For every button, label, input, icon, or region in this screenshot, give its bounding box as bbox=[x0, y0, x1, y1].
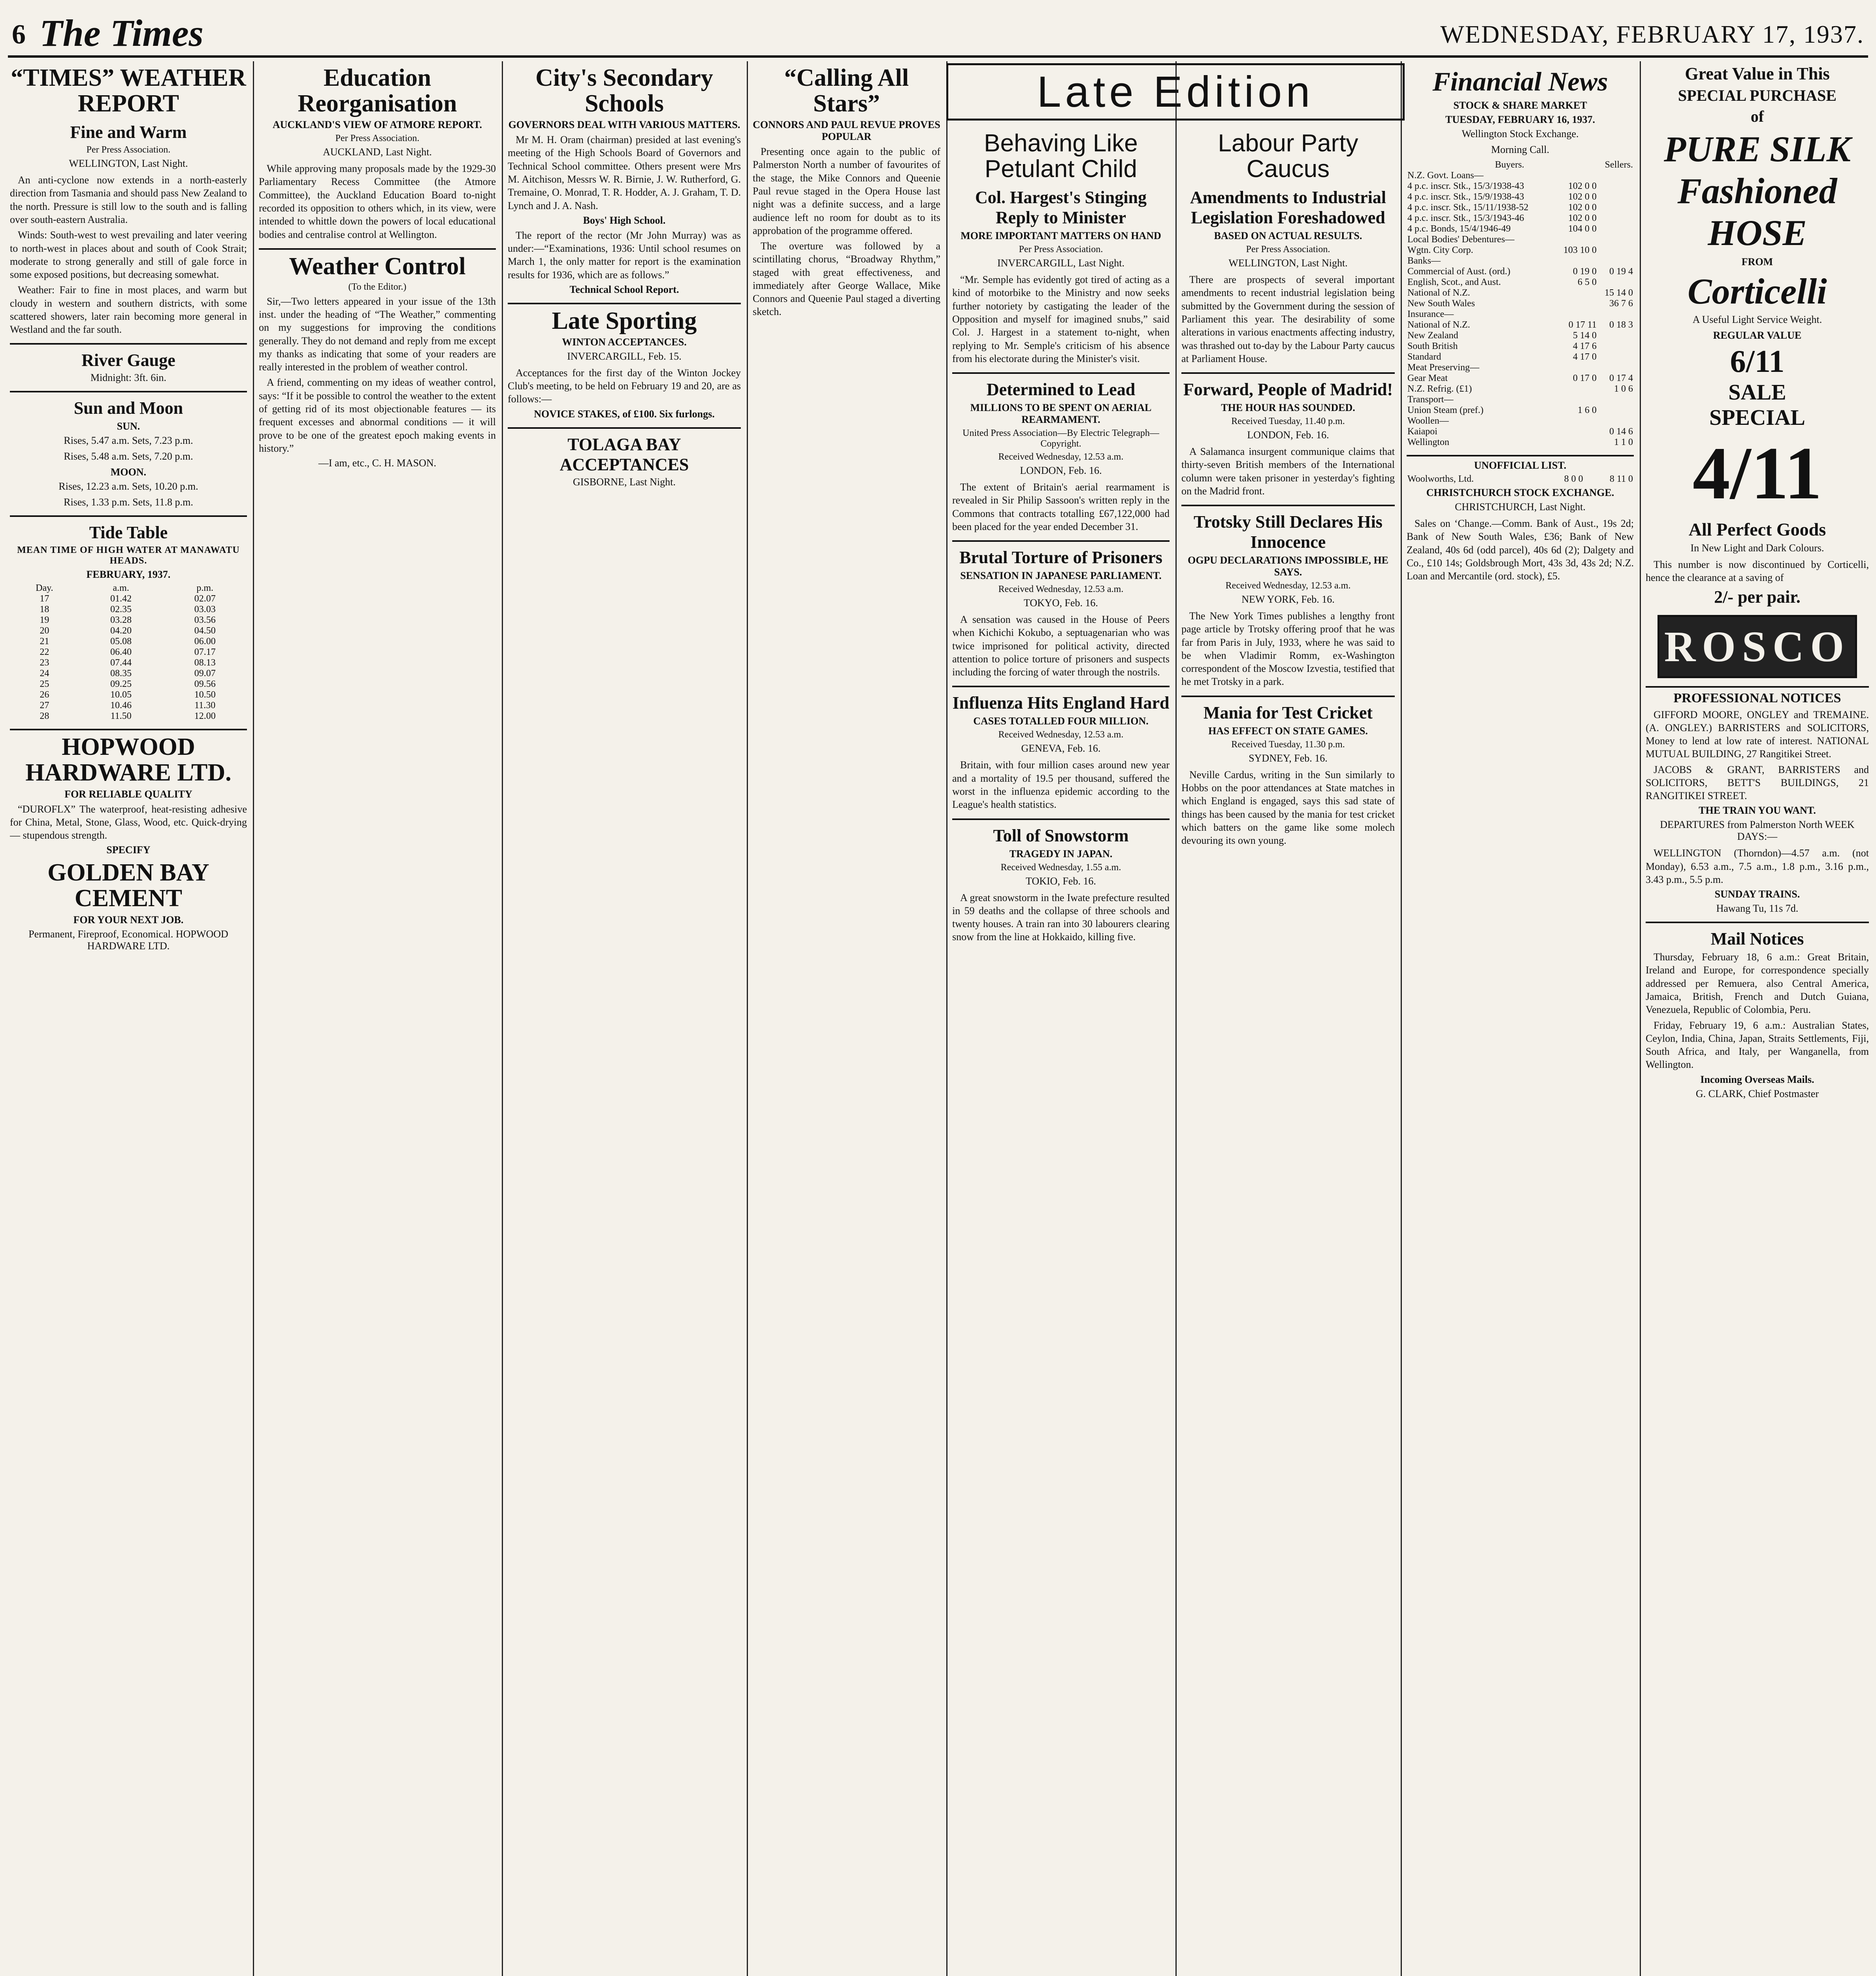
table-row bbox=[1407, 352, 1634, 362]
education-byline: Per Press Association. bbox=[335, 133, 420, 144]
hose-line4: PURE SILK bbox=[1664, 129, 1851, 169]
stock-price: 1 1 0 bbox=[1614, 437, 1633, 447]
stock-price: 102 0 0 bbox=[1568, 213, 1597, 223]
stock-price bbox=[1597, 309, 1634, 320]
stock-price bbox=[1555, 298, 1597, 309]
stock-price: 0 18 3 bbox=[1609, 320, 1633, 330]
stock-price bbox=[1555, 256, 1597, 266]
education-body: While approving many proposals made by the 1929-30 Parliamentary Recess Committee (the Atmore Committee), the Auckland Education Board to-night recorded its opposition to others which, in its view, were intended to whittle down the powers of local educational bodies and centralise control at Wellington. bbox=[259, 163, 496, 240]
trotsky-subtitle: OGPU DECLARATIONS IMPOSSIBLE, HE SAYS. bbox=[1187, 554, 1389, 578]
stock-price: 0 14 6 bbox=[1609, 426, 1633, 437]
stock-price bbox=[1555, 416, 1597, 426]
trotsky-title: Trotsky Still Declares His Innocence bbox=[1194, 512, 1383, 552]
stock-price: 0 17 11 bbox=[1568, 320, 1597, 330]
hose-line3: of bbox=[1750, 107, 1764, 125]
moon-tomorrow: Rises, 1.33 p.m. Sets, 11.8 p.m. bbox=[64, 496, 193, 508]
stock-price: 36 7 6 bbox=[1609, 298, 1633, 309]
stock-price: 0 17 4 bbox=[1609, 373, 1633, 383]
stock-price bbox=[1597, 234, 1634, 245]
financial-exchange: Wellington Stock Exchange. bbox=[1462, 128, 1579, 140]
determined-received: Received Wednesday, 12.53 a.m. bbox=[998, 452, 1124, 462]
hose-line1: Great Value in This bbox=[1685, 64, 1830, 83]
hose-line7: FROM bbox=[1741, 256, 1773, 268]
weather-body: An anti-cyclone now extends in a north-easterly direction from Tasmania and should pass New Zealand to the north. Pressure is still low to the south and is falling over south-eastern Australia. bbox=[10, 174, 247, 225]
hose-price: 4/11 bbox=[1692, 432, 1822, 515]
hose-regular-price: 6/11 bbox=[1730, 344, 1785, 379]
determined-subtitle: MILLIONS TO BE SPENT ON AERIAL REARMAMENT. bbox=[970, 402, 1152, 426]
financial-subtitle: STOCK & SHARE MARKET bbox=[1453, 100, 1587, 111]
financial-date: TUESDAY, FEBRUARY 16, 1937. bbox=[1445, 114, 1595, 125]
masthead bbox=[8, 8, 1868, 58]
weather-byline: Per Press Association. bbox=[86, 145, 171, 155]
behaving-body: “Mr. Semple has evidently got tired of acting as a kind of motorbike to the Ministry and now seeks further notoriety by castigating the leader of the Opposition and myself for imagined snubs,” said Col. J. Hargest in a statement to-night, when replying to Mr. Semple's criticism of his absence from his electorate during the Minister's visit. bbox=[952, 274, 1170, 364]
hopwood-next-job: FOR YOUR NEXT JOB. bbox=[73, 914, 184, 926]
hose-sale: SALE bbox=[1728, 380, 1786, 405]
schools-title: City's Secondary Schools bbox=[535, 64, 713, 117]
sun-tomorrow: Rises, 5.48 a.m. Sets, 7.20 p.m. bbox=[64, 451, 193, 462]
stock-name: New South Wales bbox=[1407, 298, 1475, 309]
madrid-subtitle: THE HOUR HAS SOUNDED. bbox=[1221, 402, 1355, 414]
unofficial-table bbox=[1407, 474, 1634, 485]
stock-price: 0 17 0 bbox=[1573, 373, 1597, 383]
stock-price: 0 19 4 bbox=[1609, 266, 1633, 277]
influenza-body: Britain, with four million cases around new year and a mortality of 19.5 per thousand, suffered the worst in the influenza epidemic according to the League's health statistics. bbox=[952, 759, 1170, 811]
stock-name: English, Scot., and Aust. bbox=[1407, 277, 1501, 287]
table-row: 26 10.05 10.50 bbox=[40, 690, 216, 700]
brutal-received: Received Wednesday, 12.53 a.m. bbox=[998, 584, 1124, 595]
weather-headline: Fine and Warm bbox=[70, 123, 187, 142]
determined-byline: United Press Association—By Electric Telegraph—Copyright. bbox=[962, 428, 1159, 449]
trotsky-received: Received Wednesday, 12.53 a.m. bbox=[1225, 581, 1351, 591]
table-row bbox=[1407, 320, 1634, 330]
christchurch-body: Sales on ‘Change.—Comm. Bank of Aust., 19s 2d; Bank of New South Wales, £36; Bank of New Zealand, 40s 6d (odd parcel), 40s 6d (2); Dalgety and Co., £10 14s; Goldsbrough Mort, 43s 3d, 43s 2d; N.Z. Loan and Mercantile (ord. stock), £5. bbox=[1407, 518, 1634, 582]
table-row: 28 11.50 12.00 bbox=[40, 711, 216, 722]
column-weather bbox=[10, 61, 247, 1976]
stock-price bbox=[1555, 234, 1597, 245]
stock-price bbox=[1555, 384, 1597, 394]
table-row bbox=[1407, 405, 1634, 416]
sun-label: SUN. bbox=[117, 420, 140, 432]
stock-name: Woollen— bbox=[1407, 416, 1449, 426]
influenza-subtitle: CASES TOTALLED FOUR MILLION. bbox=[973, 715, 1149, 727]
tide-header: Day. bbox=[36, 583, 53, 594]
brutal-subtitle: SENSATION IN JAPANESE PARLIAMENT. bbox=[960, 570, 1162, 582]
table-row: 22 06.40 07.17 bbox=[40, 647, 216, 658]
stock-price bbox=[1597, 213, 1634, 224]
education-subtitle: AUCKLAND'S VIEW OF ATMORE REPORT. bbox=[273, 119, 482, 131]
stock-price: 104 0 0 bbox=[1568, 224, 1597, 234]
stock-price bbox=[1555, 309, 1597, 320]
mail-title: Mail Notices bbox=[1710, 929, 1804, 949]
tolaga-title: TOLAGA BAY ACCEPTANCES bbox=[559, 434, 689, 474]
sunday-trains: SUNDAY TRAINS. bbox=[1714, 888, 1800, 900]
table-row bbox=[1407, 426, 1634, 437]
weather-winds: Winds: South-west to west prevailing and later veering to north-west in places about and south of Cook Strait; moderate to strong generally and still of gale force in some exposed positions, but decreasing somewhat. bbox=[10, 229, 247, 281]
influenza-title: Influenza Hits England Hard bbox=[952, 693, 1170, 713]
stock-price: 0 19 0 bbox=[1573, 266, 1597, 277]
table-row: 25 09.25 09.56 bbox=[40, 679, 216, 690]
tide-header: a.m. bbox=[113, 583, 129, 594]
stock-name: N.Z. Refrig. (£1) bbox=[1407, 384, 1472, 394]
financial-title: Financial News bbox=[1432, 66, 1608, 96]
stock-name: National of N.Z. bbox=[1407, 320, 1470, 330]
weather-title: “TIMES” WEATHER REPORT bbox=[11, 64, 246, 117]
hose-ad bbox=[1646, 64, 1869, 678]
late-sporting-race: NOVICE STAKES, of £100. Six furlongs. bbox=[534, 408, 715, 420]
trotsky-body: The New York Times publishes a lengthy front page article by Trotsky offering proof that he was far from Paris in July, 1933, where he was said to be when Vladimir Romm, ex-Washington correspondent of the Moscow Izvestia, testified that he met Trotsky in a park. bbox=[1181, 610, 1395, 688]
table-row: 23 07.44 08.13 bbox=[40, 658, 216, 668]
labour-subtitle: BASED ON ACTUAL RESULTS. bbox=[1214, 230, 1362, 242]
hose-line2: SPECIAL PURCHASE bbox=[1678, 87, 1837, 104]
labour-headline: Amendments to Industrial Legislation Foreshadowed bbox=[1190, 188, 1386, 228]
column-financial bbox=[1407, 61, 1634, 1976]
table-row: 18 02.35 03.03 bbox=[40, 604, 216, 615]
hopwood-footer: Permanent, Fireproof, Economical. HOPWOOD HARDWARE LTD. bbox=[28, 928, 228, 952]
stock-price bbox=[1555, 170, 1597, 181]
hopwood-slogan: FOR RELIABLE QUALITY bbox=[64, 788, 192, 800]
stock-price bbox=[1597, 352, 1634, 362]
table-row bbox=[1407, 437, 1634, 448]
stock-price: 5 14 0 bbox=[1573, 330, 1597, 341]
table-row bbox=[1407, 256, 1634, 266]
stock-price bbox=[1597, 362, 1634, 373]
tolaga-location: GISBORNE, Last Night. bbox=[573, 476, 676, 488]
late-sporting-title: Late Sporting bbox=[552, 307, 697, 334]
madrid-location: LONDON, Feb. 16. bbox=[1247, 429, 1329, 441]
table-row bbox=[1407, 288, 1634, 298]
snowstorm-body: A great snowstorm in the Iwate prefecture resulted in 59 deaths and the collapse of three schools and twenty houses. A train ran into 30 labourers clearing snow from the line at Hokkaido, killing five. bbox=[952, 892, 1170, 943]
stars-subtitle: CONNORS AND PAUL REVUE PROVES POPULAR bbox=[753, 119, 940, 143]
late-sporting-body: Acceptances for the first day of the Winton Jockey Club's meeting, to be held on February 19 and 20, are as follows:— bbox=[508, 367, 741, 405]
late-edition-banner: Late Edition bbox=[946, 63, 1405, 121]
stock-price bbox=[1597, 416, 1634, 426]
stock-price: 15 14 0 bbox=[1605, 288, 1633, 298]
table-row bbox=[1407, 384, 1634, 394]
newspaper-name: The Times bbox=[40, 12, 204, 54]
moon-today: Rises, 12.23 a.m. Sets, 10.20 p.m. bbox=[58, 481, 198, 492]
hose-line5: Fashioned bbox=[1677, 171, 1837, 211]
education-location: AUCKLAND, Last Night. bbox=[323, 146, 432, 158]
train-body: WELLINGTON (Thorndon)—4.57 a.m. (not Monday), 6.53 a.m., 7.5 a.m., 1.8 p.m., 3.16 p.m., 3.43 p.m., 5.5 p.m. bbox=[1646, 847, 1869, 885]
hose-line6: HOSE bbox=[1708, 213, 1807, 253]
stock-name: Insurance— bbox=[1407, 309, 1454, 319]
tide-table-subtitle: MEAN TIME OF HIGH WATER AT MANAWATU HEADS. bbox=[17, 545, 240, 566]
weather-control-signature: —I am, etc., C. H. MASON. bbox=[318, 457, 437, 469]
table-row bbox=[1407, 245, 1634, 256]
snowstorm-received: Received Wednesday, 1.55 a.m. bbox=[1000, 862, 1121, 873]
river-gauge-reading: Midnight: 3ft. 6in. bbox=[90, 372, 167, 384]
hose-line9: A Useful Light Service Weight. bbox=[1692, 314, 1822, 325]
stars-body2: The overture was followed by a scintillating chorus, “Broadway Rhythm,” staged with great effectiveness, and immediately after George Wallace, Mike Connors and Queenie Paul staged a diverting sketch. bbox=[753, 240, 940, 318]
table-row bbox=[1407, 170, 1634, 181]
stock-price bbox=[1597, 245, 1634, 256]
table-row bbox=[1407, 298, 1634, 309]
schools-section2: Technical School Report. bbox=[569, 283, 679, 295]
table-row bbox=[1407, 330, 1634, 341]
late-sporting-location: INVERCARGILL, Feb. 15. bbox=[567, 350, 682, 362]
stock-price: 1 0 6 bbox=[1614, 384, 1633, 394]
labour-title: Labour Party Caucus bbox=[1218, 130, 1358, 183]
tide-header: p.m. bbox=[196, 583, 214, 594]
stock-name: N.Z. Govt. Loans— bbox=[1407, 170, 1484, 181]
brutal-body: A sensation was caused in the House of Peers when Kichichi Kokubo, a septuagenarian who was twice imprisoned for political activity, directed attention to police torture of prisoners and suspects including the forcing of water through the nostrils. bbox=[952, 614, 1170, 678]
stock-price bbox=[1597, 394, 1634, 405]
stock-rows bbox=[1407, 170, 1634, 448]
madrid-received: Received Tuesday, 11.40 p.m. bbox=[1231, 416, 1345, 427]
hose-goods-sub: In New Light and Dark Colours. bbox=[1690, 542, 1824, 554]
stock-price bbox=[1597, 405, 1634, 416]
cricket-body: Neville Cardus, writing in the Sun similarly to Hobbs on the poor attendances at State matches in which England is engaged, says this sad state of things has been caused by the mania for test cricket which batters on the game like some molech devouring its own young. bbox=[1181, 769, 1395, 847]
stock-price: 4 17 6 bbox=[1573, 341, 1597, 351]
education-title: Education Reorganisation bbox=[298, 64, 457, 117]
table-row bbox=[1407, 277, 1634, 288]
table-row: 19 03.28 03.56 bbox=[40, 615, 216, 626]
christchurch-location: CHRISTCHURCH, Last Night. bbox=[1455, 501, 1586, 513]
late-sporting-subtitle: WINTON ACCEPTANCES. bbox=[562, 336, 687, 348]
weather-control-body: Sir,—Two letters appeared in your issue of the 13th inst. under the heading of “The Weather,” commenting on my suggestions for improving the conditions generally. They do not demand and reply from me except my thanks as indicating that some of your readers are really interested in the problem of weather control. bbox=[259, 295, 496, 373]
stock-name: National of N.Z. bbox=[1407, 288, 1470, 298]
stock-name: Standard bbox=[1407, 352, 1441, 362]
stock-name: 4 p.c. inscr. Stk., 15/11/1938-52 bbox=[1407, 202, 1529, 213]
column-labour bbox=[1181, 126, 1395, 1976]
stock-price bbox=[1597, 330, 1634, 341]
stock-price bbox=[1597, 224, 1634, 234]
stock-price bbox=[1555, 437, 1597, 448]
labour-location: WELLINGTON, Last Night. bbox=[1228, 257, 1348, 269]
sun-moon-title: Sun and Moon bbox=[73, 398, 183, 418]
stock-name: Wgtn. City Corp. bbox=[1407, 245, 1473, 255]
tide-table bbox=[10, 583, 247, 722]
weather-location: WELLINGTON, Last Night. bbox=[69, 158, 188, 170]
stock-name: Union Steam (pref.) bbox=[1407, 405, 1484, 415]
stock-name: Transport— bbox=[1407, 394, 1454, 405]
river-gauge-title: River Gauge bbox=[81, 351, 175, 370]
table-row bbox=[1407, 192, 1634, 202]
cricket-title: Mania for Test Cricket bbox=[1203, 703, 1373, 722]
issue-date: WEDNESDAY, FEBRUARY 17, 1937. bbox=[1440, 20, 1864, 48]
table-row bbox=[1407, 202, 1634, 213]
stock-name: Local Bodies' Debentures— bbox=[1407, 234, 1514, 245]
stock-price: 102 0 0 bbox=[1568, 181, 1597, 191]
influenza-received: Received Wednesday, 12.53 a.m. bbox=[998, 730, 1124, 740]
stock-price bbox=[1597, 181, 1634, 192]
notice-2: JACOBS & GRANT, BARRISTERS and SOLICITORS, BETT'S BUILDINGS, 21 RANGITIKEI STREET. bbox=[1646, 764, 1869, 802]
column-education bbox=[259, 61, 496, 1976]
stock-header bbox=[1407, 160, 1413, 170]
behaving-subtitle: MORE IMPORTANT MATTERS ON HAND bbox=[961, 230, 1161, 242]
brutal-location: TOKYO, Feb. 16. bbox=[1023, 597, 1098, 609]
behaving-title: Behaving Like Petulant Child bbox=[984, 130, 1138, 183]
unofficial-title: UNOFFICIAL LIST. bbox=[1474, 460, 1567, 471]
table-row bbox=[1407, 234, 1634, 245]
christchurch-title: CHRISTCHURCH STOCK EXCHANGE. bbox=[1426, 487, 1614, 498]
determined-location: LONDON, Feb. 16. bbox=[1020, 465, 1102, 477]
table-row bbox=[1407, 224, 1634, 234]
table-row bbox=[1407, 394, 1634, 405]
schools-section: Boys' High School. bbox=[583, 214, 666, 226]
hopwood-name: HOPWOOD HARDWARE LTD. bbox=[25, 733, 232, 786]
hose-special: SPECIAL bbox=[1709, 405, 1805, 430]
stock-price bbox=[1597, 277, 1634, 288]
stock-price: 103 10 0 bbox=[1563, 245, 1597, 255]
behaving-byline: Per Press Association. bbox=[1019, 244, 1103, 255]
stock-price: 1 6 0 bbox=[1577, 405, 1597, 415]
stock-name: Commercial of Aust. (ord.) bbox=[1407, 266, 1511, 277]
notices-title: PROFESSIONAL NOTICES bbox=[1673, 690, 1841, 705]
stock-table bbox=[1407, 160, 1634, 170]
madrid-body: A Salamanca insurgent communique claims that thirty-seven British members of the International column were taken prisoner in yesterday's fighting on the Madrid front. bbox=[1181, 446, 1395, 497]
stars-title: “Calling All Stars” bbox=[784, 64, 909, 117]
snowstorm-location: TOKIO, Feb. 16. bbox=[1026, 875, 1096, 887]
stock-price bbox=[1597, 341, 1634, 352]
table-row bbox=[1407, 416, 1634, 426]
snowstorm-title: Toll of Snowstorm bbox=[993, 826, 1129, 845]
mail-body2: Friday, February 19, 6 a.m.: Australian States, Ceylon, India, China, Japan, Straits Settlements, Fiji, South Africa, and Italy, per Wanganella, from Wellington. bbox=[1646, 1019, 1869, 1071]
hose-regular: REGULAR VALUE bbox=[1713, 330, 1802, 341]
stock-price: 102 0 0 bbox=[1568, 192, 1597, 202]
stock-price bbox=[1555, 394, 1597, 405]
stock-name: Wellington bbox=[1407, 437, 1450, 447]
hopwood-cement: GOLDEN BAY CEMENT bbox=[47, 859, 209, 912]
schools-body: Mr M. H. Oram (chairman) presided at last evening's meeting of the High Schools Board of Governors and Technical School committee. Others present were Mrs M. Aitchison, Messrs W. R. Birnie, J. W. Rutherford, G. Tremaine, O. Monrad, T. R. Hodder, A. J. Graham, T. D. Lynch and J. A. Nash. bbox=[508, 134, 741, 211]
sun-today: Rises, 5.47 a.m. Sets, 7.23 p.m. bbox=[64, 435, 193, 447]
table-row: 21 05.08 06.00 bbox=[40, 636, 216, 647]
behaving-location: INVERCARGILL, Last Night. bbox=[997, 257, 1125, 269]
table-row: 17 01.42 02.07 bbox=[40, 594, 216, 604]
stock-header: Sellers. bbox=[1605, 160, 1633, 170]
stock-price: 6 5 0 bbox=[1577, 277, 1597, 287]
weather-control-subtitle: (To the Editor.) bbox=[348, 281, 407, 292]
labour-body: There are prospects of several important amendments to recent industrial legislation being submitted by the Government during the session of Parliament this year. The desirability of some alterations in various enactments affecting industry, was thrashed out to-day by the Labour Party caucus at Parliament House. bbox=[1181, 274, 1395, 364]
column-ads bbox=[1646, 61, 1869, 1976]
stock-price bbox=[1597, 202, 1634, 213]
table-row bbox=[1407, 362, 1634, 373]
stock-name: Kaiapoi bbox=[1407, 426, 1437, 437]
table-row bbox=[1407, 181, 1634, 192]
cricket-location: SYDNEY, Feb. 16. bbox=[1249, 752, 1328, 764]
hopwood-specify: SPECIFY bbox=[106, 844, 151, 856]
table-row bbox=[1407, 309, 1634, 320]
determined-title: Determined to Lead bbox=[986, 380, 1136, 400]
table-row: 20 04.20 04.50 bbox=[40, 626, 216, 636]
stock-price bbox=[1597, 192, 1634, 202]
stock-name: New Zealand bbox=[1407, 330, 1458, 341]
stock-price: 102 0 0 bbox=[1568, 202, 1597, 213]
stock-price bbox=[1597, 170, 1634, 181]
rosco-logo: ROSCO bbox=[1658, 615, 1857, 678]
labour-byline: Per Press Association. bbox=[1246, 244, 1330, 255]
column-behaving bbox=[952, 126, 1170, 1976]
hawang: Hawang Tu, 11s 7d. bbox=[1716, 903, 1799, 914]
schools-body2: The report of the rector (Mr John Murray) was as under:—“Examinations, 1936: Until school resumes on March 1, the only matter for report is the examination results for 1936, which are as follows.” bbox=[508, 229, 741, 281]
train-title: THE TRAIN YOU WANT. bbox=[1699, 805, 1816, 816]
mail-body: Thursday, February 18, 6 a.m.: Great Britain, Ireland and Europe, for correspondence specially addressed per Remuera, also Central America, Jamaica, British, French and Dutch Guiana, Venezuela, Republic of Colombia, Peru. bbox=[1646, 951, 1869, 1016]
table-row bbox=[1407, 373, 1634, 384]
hopwood-body: “DUROFLX” The waterproof, heat-resisting adhesive for China, Metal, Stone, Glass, Wood, etc. Quick-drying — stupendous strength. bbox=[10, 803, 247, 841]
brutal-title: Brutal Torture of Prisoners bbox=[959, 548, 1162, 568]
madrid-title: Forward, People of Madrid! bbox=[1183, 380, 1393, 400]
stock-name: Meat Preserving— bbox=[1407, 362, 1479, 373]
table-row: Woolworths, Ltd. 8 0 0 8 11 0 bbox=[1407, 474, 1633, 484]
table-row bbox=[1407, 213, 1634, 224]
stock-name: 4 p.c. inscr. Stk., 15/3/1943-46 bbox=[1407, 213, 1524, 223]
mail-incoming: Incoming Overseas Mails. bbox=[1700, 1073, 1814, 1085]
hose-goods: All Perfect Goods bbox=[1688, 519, 1826, 539]
stock-price bbox=[1555, 362, 1597, 373]
weather-control-body2: A friend, commenting on my ideas of weather control, says: “If it be possible to control the weather to the extent of getting rid of its most objectionable features — its frequent excesses and abnormal conditions — it will prove to be one of the greatest epoch making events in history.” bbox=[259, 377, 496, 454]
stock-price bbox=[1555, 288, 1597, 298]
stock-name: 4 p.c. Bonds, 15/4/1946-49 bbox=[1407, 224, 1511, 234]
cricket-subtitle: HAS EFFECT ON STATE GAMES. bbox=[1208, 725, 1368, 737]
column-calling-all-stars bbox=[753, 61, 940, 1976]
behaving-headline: Col. Hargest's Stinging Reply to Minister bbox=[975, 188, 1147, 228]
stock-price: 4 17 0 bbox=[1573, 352, 1597, 362]
trotsky-location: NEW YORK, Feb. 16. bbox=[1241, 594, 1335, 605]
weather-control-title: Weather Control bbox=[289, 253, 466, 280]
stock-name: 4 p.c. inscr. Stk., 15/3/1938-43 bbox=[1407, 181, 1524, 191]
table-row bbox=[1407, 266, 1634, 277]
schools-subtitle: GOVERNORS DEAL WITH VARIOUS MATTERS. bbox=[508, 119, 740, 131]
stock-price bbox=[1597, 256, 1634, 266]
stock-name: 4 p.c. inscr. Stk., 15/9/1938-43 bbox=[1407, 192, 1524, 202]
notice-1: GIFFORD MOORE, ONGLEY and TREMAINE. (A. ONGLEY.) BARRISTERS and SOLICITORS, Money to lend at low rate of interest. NATIONAL MUTUAL BUILDING, 27 Rangitikei Street. bbox=[1646, 709, 1869, 760]
hose-line8: Corticelli bbox=[1688, 271, 1827, 311]
page-number: 6 bbox=[12, 19, 26, 50]
determined-body: The extent of Britain's aerial rearmament is revealed in Sir Philip Sassoon's written reply in the Commons that contracts totalling £67,122,000 had been placed for the year ended December 31. bbox=[952, 481, 1170, 532]
stars-body: Presenting once again to the public of Palmerston North a number of favourites of the stage, the Mike Connors and Queenie Paul revue staged in the Opera House last night was a definite success, and a large audience left no room for doubt as to its approbation of the programme offered. bbox=[753, 146, 940, 236]
hose-saving: 2/- per pair. bbox=[1714, 587, 1801, 607]
influenza-location: GENEVA, Feb. 16. bbox=[1021, 743, 1101, 754]
mail-signature: G. CLARK, Chief Postmaster bbox=[1695, 1088, 1819, 1099]
hose-note: This number is now discontinued by Corticelli, hence the clearance at a saving of bbox=[1646, 559, 1869, 584]
stock-name: Banks— bbox=[1407, 256, 1441, 266]
table-row: 24 08.35 09.07 bbox=[40, 668, 216, 679]
stock-price bbox=[1555, 426, 1597, 437]
cricket-received: Received Tuesday, 11.30 p.m. bbox=[1231, 739, 1345, 750]
table-row: 27 10.46 11.30 bbox=[40, 700, 216, 711]
stock-name: South British bbox=[1407, 341, 1458, 351]
column-schools bbox=[508, 61, 741, 1976]
stock-header: Buyers. bbox=[1495, 160, 1524, 170]
weather-forecast: Weather: Fair to fine in most places, and warm but cloudy in western and southern districts, with some scattered showers, later rain becoming more general in Westland and the far south. bbox=[10, 284, 247, 336]
table-row bbox=[1407, 341, 1634, 352]
stock-name: Gear Meat bbox=[1407, 373, 1448, 383]
moon-label: MOON. bbox=[110, 466, 147, 478]
tide-table-month: FEBRUARY, 1937. bbox=[86, 569, 171, 581]
train-subtitle: DEPARTURES from Palmerston North WEEK DAYS:— bbox=[1660, 819, 1855, 843]
snowstorm-subtitle: TRAGEDY IN JAPAN. bbox=[1009, 848, 1113, 860]
tide-table-title: Tide Table bbox=[89, 523, 168, 543]
financial-call: Morning Call. bbox=[1491, 144, 1550, 155]
